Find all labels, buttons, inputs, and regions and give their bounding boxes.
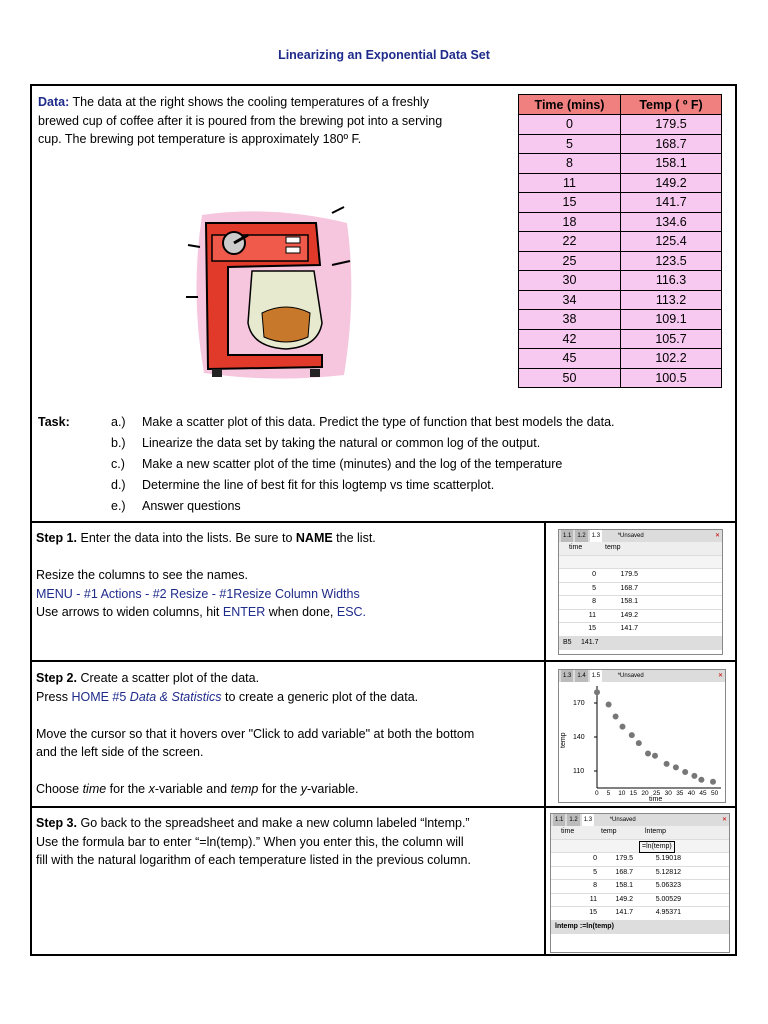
calc-cell: 15 <box>588 625 596 632</box>
scatter-point <box>594 689 600 695</box>
calc-tab: 1.1 <box>561 530 573 542</box>
calc-cell-ref: B5 <box>563 638 572 646</box>
cell-time: 25 <box>519 251 621 271</box>
cell-temp: 179.5 <box>621 115 722 135</box>
scatter-xtick: 35 <box>676 790 684 797</box>
calc-cell: 5.06323 <box>655 882 681 889</box>
cell-temp: 113.2 <box>621 290 722 310</box>
table-row <box>519 329 722 349</box>
task-item-text: Make a new scatter plot of the time (minutes) and the log of the temperature <box>142 457 563 471</box>
scatter-point <box>629 732 635 738</box>
step3-line1: Go back to the spreadsheet and make a new column labeled “lntemp.” <box>80 816 470 830</box>
cell-temp: 100.5 <box>621 368 722 388</box>
calc-cell: 168.7 <box>620 584 638 592</box>
scatter-point <box>613 714 619 720</box>
calc-col-headers <box>551 826 729 840</box>
scatter-ytick: 140 <box>573 734 585 741</box>
scatter-ytick: 110 <box>573 768 585 775</box>
scatter-point <box>606 702 612 708</box>
scatter-xtick: 5 <box>606 790 611 797</box>
calc-col-temp: temp <box>601 828 617 835</box>
cell-temp: 109.1 <box>621 310 722 330</box>
scatter-point <box>652 753 658 759</box>
task-item-text: Answer questions <box>142 499 241 513</box>
calc-cell: 0 <box>592 571 596 578</box>
calc-row <box>559 610 722 624</box>
page-title: Linearizing an Exponential Data Set <box>278 48 490 62</box>
scatter-point <box>691 773 697 779</box>
task-label: Task: <box>38 415 70 429</box>
scatter-plot <box>559 682 725 802</box>
task-item-letter: a.) <box>111 415 126 429</box>
calc-tab: 1.3 <box>590 530 602 542</box>
step3-label: Step 3. <box>36 816 77 830</box>
cell-temp: 134.6 <box>621 212 722 232</box>
calc-cell: 5 <box>592 584 596 592</box>
data-paragraph <box>38 93 508 149</box>
calc-row <box>551 867 729 881</box>
step1-text <box>36 529 541 622</box>
step2-choose: Choose time for the x-variable and temp for the y-variable. <box>36 782 359 796</box>
scatter-xtick: 15 <box>629 790 638 797</box>
cell-time: 34 <box>519 290 621 310</box>
divider <box>30 806 737 808</box>
cell-temp: 102.2 <box>621 349 722 369</box>
calc-cell: 15 <box>589 909 597 916</box>
calc-tab-bar <box>551 814 729 826</box>
scatter-point <box>664 761 670 767</box>
step3-line3: fill with the natural logarithm of each temperature listed in the previous column. <box>36 853 471 867</box>
step2-text <box>36 669 541 799</box>
scatter-xtick: 30 <box>664 790 672 797</box>
calc-formula: lntemp :=ln(temp) <box>555 922 614 930</box>
calc-tab: 1.5 <box>590 670 602 682</box>
table-row <box>519 251 722 271</box>
cell-time: 30 <box>519 271 621 291</box>
calc-row <box>559 596 722 610</box>
scatter-point <box>710 779 716 785</box>
cell-time: 42 <box>519 329 621 349</box>
calc-formula-row <box>551 840 729 854</box>
calc-cell: 4.95371 <box>655 909 681 916</box>
step2-line1: Create a scatter plot of the data. <box>80 671 260 685</box>
table-row <box>519 193 722 213</box>
step3-line2: Use the formula bar to enter “=ln(temp).” When you enter this, the column will <box>36 834 464 849</box>
calc-cell: 141.7 <box>620 625 638 632</box>
cell-time: 50 <box>519 368 621 388</box>
close-icon: ✕ <box>714 533 720 539</box>
cell-temp: 125.4 <box>621 232 722 252</box>
calc-tab: 1.4 <box>575 670 587 682</box>
cell-time: 45 <box>519 349 621 369</box>
step2-label: Step 2. <box>36 671 77 685</box>
scatter-point <box>673 764 679 770</box>
calc-row <box>559 623 722 637</box>
cell-time: 5 <box>519 134 621 154</box>
calc-formula-cell: =ln(temp) <box>639 841 675 853</box>
scatter-xlabel: time <box>649 796 663 802</box>
calculator-screen-scatterplot <box>558 669 726 803</box>
scatter-xtick: 10 <box>618 790 626 797</box>
calc-tab: 1.3 <box>582 814 594 826</box>
step3-text <box>36 814 541 870</box>
calc-cell: 149.2 <box>615 895 633 903</box>
scatter-xtick: 20 <box>641 790 649 797</box>
step1-line: Enter the data into the lists. Be sure to NAME the list. <box>80 531 376 545</box>
cell-time: 8 <box>519 154 621 174</box>
calc-col-temp: temp <box>605 544 621 551</box>
scatter-ylabel: temp <box>560 732 567 748</box>
calc-cell: 141.7 <box>615 909 633 916</box>
step1-menu: MENU - #1 Actions - #2 Resize - #1Resize Column Widths <box>36 586 360 601</box>
calc-tab: 1.3 <box>561 670 573 682</box>
calc-cell: 5.00529 <box>655 895 681 903</box>
calc-doc-name: *Unsaved <box>617 533 644 539</box>
calc-row <box>559 583 722 597</box>
step1-arrows: Use arrows to widen columns, hit ENTER when done, ESC. <box>36 605 367 619</box>
step2-press: Press HOME #5 Data & Statistics to create a generic plot of the data. <box>36 689 419 704</box>
calculator-screen-lntemp <box>550 813 730 953</box>
cell-time: 38 <box>519 310 621 330</box>
cell-time: 18 <box>519 212 621 232</box>
cell-temp: 123.5 <box>621 251 722 271</box>
calc-doc-name: *Unsaved <box>609 817 636 823</box>
table-row <box>519 154 722 174</box>
cell-temp: 149.2 <box>621 173 722 193</box>
calc-row <box>559 569 722 583</box>
task-item-letter: c.) <box>111 457 125 471</box>
data-text-line-2: brewed cup of coffee after it is poured from the brewing pot into a serving <box>38 113 443 128</box>
cell-time: 11 <box>519 173 621 193</box>
calc-col-time: time <box>569 544 583 551</box>
step1-label: Step 1. <box>36 531 77 545</box>
calc-cell: 11 <box>589 895 597 903</box>
calc-cell: 11 <box>588 611 596 619</box>
data-text-line-1: The data at the right shows the cooling temperatures of a freshly <box>72 95 429 109</box>
calc-cell: 5.19018 <box>655 855 681 862</box>
calc-cell: 158.1 <box>620 598 638 605</box>
scatter-xtick: 45 <box>699 790 707 797</box>
cell-temp: 141.7 <box>621 193 722 213</box>
table-row <box>519 173 722 193</box>
calc-row <box>551 880 729 894</box>
table-header-temp: Temp ( º F) <box>621 95 722 115</box>
close-icon: ✕ <box>717 673 723 679</box>
scatter-xtick: 40 <box>687 790 696 797</box>
calc-tab: 1.2 <box>567 814 579 826</box>
data-label: Data: <box>38 95 70 109</box>
calc-col-headers <box>559 542 722 556</box>
calc-cell: 168.7 <box>615 868 633 876</box>
table-row <box>519 310 722 330</box>
table-row <box>519 212 722 232</box>
scatter-xtick: 25 <box>653 790 661 797</box>
cell-time: 22 <box>519 232 621 252</box>
calc-tab-bar <box>559 530 722 542</box>
calc-doc-name: *Unsaved <box>617 673 644 679</box>
calc-cell: 149.2 <box>620 611 638 619</box>
scatter-point <box>682 769 688 775</box>
calc-cell: 8 <box>593 882 597 889</box>
table-row <box>519 232 722 252</box>
divider <box>30 660 737 662</box>
calc-cell: 179.5 <box>620 571 638 578</box>
cell-temp: 116.3 <box>621 271 722 291</box>
close-icon: ✕ <box>721 817 727 823</box>
divider <box>544 522 546 955</box>
calc-cell: 8 <box>592 598 596 605</box>
task-item-letter: b.) <box>111 436 126 450</box>
coffee-maker-illustration <box>182 205 357 383</box>
calc-row <box>551 907 729 921</box>
table-header-time: Time (mins) <box>519 95 621 115</box>
table-row <box>519 368 722 388</box>
step1-resize: Resize the columns to see the names. <box>36 568 248 582</box>
temperature-table <box>518 94 722 388</box>
step2-move2: and the left side of the screen. <box>36 745 204 759</box>
data-text-line-3: cup. The brewing pot temperature is approximately 180º F. <box>38 132 362 146</box>
table-row <box>519 134 722 154</box>
calc-tab-bar <box>559 670 725 682</box>
task-item-text: Determine the line of best fit for this logtemp vs time scatterplot. <box>142 478 495 492</box>
cell-time: 0 <box>519 115 621 135</box>
task-item-text: Make a scatter plot of this data. Predict the type of function that best models the data. <box>142 415 615 429</box>
calc-col-lntemp: lntemp <box>645 828 667 835</box>
cell-temp: 168.7 <box>621 134 722 154</box>
scatter-xtick: 0 <box>595 790 599 797</box>
calc-status-bar <box>559 637 722 651</box>
scatter-point <box>698 777 704 783</box>
table-row <box>519 290 722 310</box>
calc-cell-value: 141.7 <box>581 638 599 646</box>
calc-row <box>551 894 729 908</box>
table-header-row <box>519 95 722 115</box>
task-item-letter: e.) <box>111 499 126 513</box>
calc-tab: 1.1 <box>553 814 565 826</box>
scatter-point <box>645 751 651 757</box>
task-item-text: Linearize the data set by taking the natural or common log of the output. <box>142 436 541 450</box>
calc-cell: 5 <box>593 868 597 876</box>
calc-cell: 179.5 <box>615 855 633 862</box>
calc-row <box>551 853 729 867</box>
cell-temp: 105.7 <box>621 329 722 349</box>
scatter-ytick: 170 <box>573 700 585 707</box>
task-item-letter: d.) <box>111 478 126 492</box>
table-row <box>519 349 722 369</box>
calc-cell: 5.12812 <box>655 868 681 876</box>
calc-formula-row <box>559 556 722 570</box>
calc-cell: 158.1 <box>615 882 633 889</box>
step2-move1: Move the cursor so that it hovers over "Click to add variable" at both the bottom <box>36 726 475 741</box>
calc-col-time: time <box>561 828 575 835</box>
scatter-point <box>620 724 626 730</box>
calc-cell: 0 <box>593 855 597 862</box>
divider <box>30 521 737 523</box>
calculator-screen-spreadsheet <box>558 529 723 655</box>
calc-status-bar <box>551 921 729 935</box>
cell-temp: 158.1 <box>621 154 722 174</box>
scatter-xtick: 50 <box>711 790 719 797</box>
calc-tab: 1.2 <box>575 530 587 542</box>
table-row <box>519 115 722 135</box>
scatter-point <box>636 740 642 746</box>
cell-time: 15 <box>519 193 621 213</box>
table-row <box>519 271 722 291</box>
